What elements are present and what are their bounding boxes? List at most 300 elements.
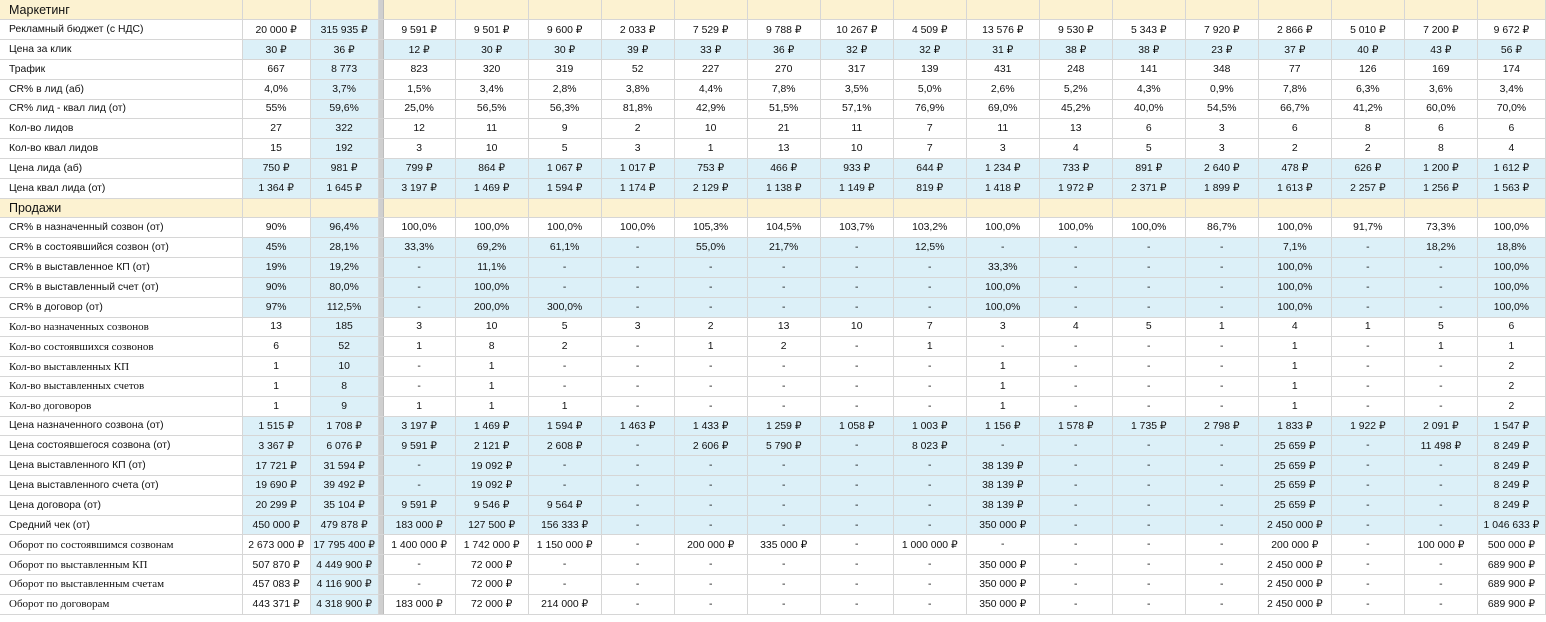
data-cell[interactable]: 2: [1477, 376, 1545, 396]
data-cell[interactable]: 72 000 ₽: [455, 555, 528, 575]
data-cell[interactable]: -: [1331, 357, 1404, 377]
data-cell[interactable]: 1: [1331, 317, 1404, 337]
section-header-cell[interactable]: [1258, 0, 1331, 20]
row-label-cell[interactable]: Цена квал лида (от): [0, 178, 242, 198]
total-cell[interactable]: 27: [242, 119, 310, 139]
data-cell[interactable]: 33 ₽: [674, 40, 747, 60]
data-cell[interactable]: -: [383, 258, 455, 278]
data-cell[interactable]: -: [1185, 456, 1258, 476]
data-cell[interactable]: 13 576 ₽: [966, 20, 1039, 40]
data-cell[interactable]: 13: [747, 317, 820, 337]
total-cell[interactable]: 90%: [242, 277, 310, 297]
data-cell[interactable]: -: [747, 297, 820, 317]
data-cell[interactable]: 2,6%: [966, 79, 1039, 99]
data-cell[interactable]: -: [1185, 515, 1258, 535]
data-cell[interactable]: -: [1039, 436, 1112, 456]
section-header-cell[interactable]: [1477, 198, 1545, 218]
data-cell[interactable]: 57,1%: [820, 99, 893, 119]
data-cell[interactable]: 61,1%: [528, 238, 601, 258]
data-cell[interactable]: -: [1185, 277, 1258, 297]
data-cell[interactable]: 5,0%: [893, 79, 966, 99]
data-cell[interactable]: 1 735 ₽: [1112, 416, 1185, 436]
data-cell[interactable]: 214 000 ₽: [528, 594, 601, 614]
row-label-cell[interactable]: Кол-во лидов: [0, 119, 242, 139]
data-cell[interactable]: 9 600 ₽: [528, 20, 601, 40]
data-cell[interactable]: 141: [1112, 59, 1185, 79]
data-cell[interactable]: 21,7%: [747, 238, 820, 258]
data-cell[interactable]: -: [601, 376, 674, 396]
data-cell[interactable]: -: [674, 515, 747, 535]
data-cell[interactable]: 200 000 ₽: [674, 535, 747, 555]
data-cell[interactable]: -: [1112, 594, 1185, 614]
data-cell[interactable]: 200 000 ₽: [1258, 535, 1331, 555]
data-cell[interactable]: 2 129 ₽: [674, 178, 747, 198]
data-cell[interactable]: 55,0%: [674, 238, 747, 258]
data-cell[interactable]: -: [601, 594, 674, 614]
data-cell[interactable]: 31 ₽: [966, 40, 1039, 60]
data-cell[interactable]: 7 529 ₽: [674, 20, 747, 40]
total-cell[interactable]: 45%: [242, 238, 310, 258]
data-cell[interactable]: -: [383, 297, 455, 317]
data-cell[interactable]: 100,0%: [383, 218, 455, 238]
data-cell[interactable]: 40,0%: [1112, 99, 1185, 119]
data-cell[interactable]: 45,2%: [1039, 99, 1112, 119]
data-cell[interactable]: 10: [820, 317, 893, 337]
data-cell[interactable]: 2 091 ₽: [1404, 416, 1477, 436]
data-cell[interactable]: 43 ₽: [1404, 40, 1477, 60]
data-cell[interactable]: -: [601, 337, 674, 357]
row-label-cell[interactable]: Цена договора (от): [0, 495, 242, 515]
data-cell[interactable]: 33,3%: [966, 258, 1039, 278]
data-cell[interactable]: -: [820, 238, 893, 258]
summary-cell[interactable]: 1 708 ₽: [310, 416, 378, 436]
data-cell[interactable]: 8 249 ₽: [1477, 456, 1545, 476]
data-cell[interactable]: 32 ₽: [893, 40, 966, 60]
data-cell[interactable]: 1 234 ₽: [966, 159, 1039, 179]
data-cell[interactable]: -: [1404, 594, 1477, 614]
data-cell[interactable]: 38 139 ₽: [966, 476, 1039, 496]
data-cell[interactable]: 1: [455, 357, 528, 377]
total-cell[interactable]: 443 371 ₽: [242, 594, 310, 614]
data-cell[interactable]: 66,7%: [1258, 99, 1331, 119]
data-cell[interactable]: -: [747, 495, 820, 515]
data-cell[interactable]: 1 067 ₽: [528, 159, 601, 179]
data-cell[interactable]: 7,1%: [1258, 238, 1331, 258]
summary-cell[interactable]: 322: [310, 119, 378, 139]
data-cell[interactable]: 11: [966, 119, 1039, 139]
summary-cell[interactable]: 185: [310, 317, 378, 337]
summary-cell[interactable]: 8 773: [310, 59, 378, 79]
data-cell[interactable]: 1: [383, 337, 455, 357]
data-cell[interactable]: 350 000 ₽: [966, 575, 1039, 595]
data-cell[interactable]: 91,7%: [1331, 218, 1404, 238]
data-cell[interactable]: -: [674, 575, 747, 595]
data-cell[interactable]: -: [1404, 476, 1477, 496]
data-cell[interactable]: 1: [383, 396, 455, 416]
data-cell[interactable]: -: [1404, 297, 1477, 317]
data-cell[interactable]: 1: [1258, 337, 1331, 357]
data-cell[interactable]: 10: [820, 139, 893, 159]
data-cell[interactable]: 56,3%: [528, 99, 601, 119]
data-cell[interactable]: 39 ₽: [601, 40, 674, 60]
data-cell[interactable]: -: [1112, 277, 1185, 297]
data-cell[interactable]: 5: [528, 139, 601, 159]
row-label-cell[interactable]: Кол-во назначенных созвонов: [0, 317, 242, 337]
data-cell[interactable]: -: [820, 396, 893, 416]
data-cell[interactable]: 25,0%: [383, 99, 455, 119]
data-cell[interactable]: -: [601, 238, 674, 258]
data-cell[interactable]: 3: [601, 317, 674, 337]
data-cell[interactable]: -: [601, 277, 674, 297]
data-cell[interactable]: 100,0%: [1258, 218, 1331, 238]
section-header-cell[interactable]: [528, 0, 601, 20]
data-cell[interactable]: 1 594 ₽: [528, 178, 601, 198]
data-cell[interactable]: -: [820, 456, 893, 476]
data-cell[interactable]: 300,0%: [528, 297, 601, 317]
total-cell[interactable]: 3 367 ₽: [242, 436, 310, 456]
data-cell[interactable]: 1 418 ₽: [966, 178, 1039, 198]
data-cell[interactable]: -: [1404, 357, 1477, 377]
summary-cell[interactable]: 19,2%: [310, 258, 378, 278]
data-cell[interactable]: 12,5%: [893, 238, 966, 258]
data-cell[interactable]: -: [528, 376, 601, 396]
section-header-cell[interactable]: [455, 0, 528, 20]
data-cell[interactable]: 1: [1258, 357, 1331, 377]
data-cell[interactable]: -: [893, 476, 966, 496]
data-cell[interactable]: -: [383, 476, 455, 496]
data-cell[interactable]: -: [966, 238, 1039, 258]
data-cell[interactable]: 23 ₽: [1185, 40, 1258, 60]
data-cell[interactable]: 8: [1404, 139, 1477, 159]
data-cell[interactable]: 18,8%: [1477, 238, 1545, 258]
data-cell[interactable]: 2 450 000 ₽: [1258, 555, 1331, 575]
data-cell[interactable]: -: [1185, 535, 1258, 555]
data-cell[interactable]: -: [1112, 456, 1185, 476]
data-cell[interactable]: 38 ₽: [1112, 40, 1185, 60]
data-cell[interactable]: 4: [1477, 139, 1545, 159]
data-cell[interactable]: 2 798 ₽: [1185, 416, 1258, 436]
data-cell[interactable]: 1 612 ₽: [1477, 159, 1545, 179]
data-cell[interactable]: 10 267 ₽: [820, 20, 893, 40]
total-cell[interactable]: 1 364 ₽: [242, 178, 310, 198]
data-cell[interactable]: -: [1039, 238, 1112, 258]
total-cell[interactable]: 17 721 ₽: [242, 456, 310, 476]
data-cell[interactable]: -: [601, 456, 674, 476]
summary-cell[interactable]: 479 878 ₽: [310, 515, 378, 535]
section-header-cell[interactable]: [1331, 0, 1404, 20]
section-header-cell[interactable]: [383, 198, 455, 218]
data-cell[interactable]: -: [528, 277, 601, 297]
data-cell[interactable]: 335 000 ₽: [747, 535, 820, 555]
data-cell[interactable]: -: [1112, 476, 1185, 496]
data-cell[interactable]: 1 469 ₽: [455, 178, 528, 198]
data-cell[interactable]: 100,0%: [1477, 277, 1545, 297]
data-cell[interactable]: -: [966, 535, 1039, 555]
data-cell[interactable]: 1: [966, 396, 1039, 416]
total-cell[interactable]: 4,0%: [242, 79, 310, 99]
data-cell[interactable]: -: [1039, 555, 1112, 575]
section-header-cell[interactable]: [528, 198, 601, 218]
data-cell[interactable]: 1 256 ₽: [1404, 178, 1477, 198]
data-cell[interactable]: 3: [601, 139, 674, 159]
data-cell[interactable]: -: [674, 376, 747, 396]
data-cell[interactable]: -: [601, 396, 674, 416]
data-cell[interactable]: 3: [966, 317, 1039, 337]
summary-cell[interactable]: 8: [310, 376, 378, 396]
data-cell[interactable]: -: [1112, 238, 1185, 258]
data-cell[interactable]: -: [1331, 436, 1404, 456]
data-cell[interactable]: -: [674, 594, 747, 614]
section-header-cell[interactable]: [1404, 0, 1477, 20]
summary-cell[interactable]: 192: [310, 139, 378, 159]
data-cell[interactable]: 104,5%: [747, 218, 820, 238]
data-cell[interactable]: 103,2%: [893, 218, 966, 238]
data-cell[interactable]: 1 150 000 ₽: [528, 535, 601, 555]
data-cell[interactable]: 21: [747, 119, 820, 139]
data-cell[interactable]: -: [1112, 337, 1185, 357]
data-cell[interactable]: 100,0%: [1258, 297, 1331, 317]
total-cell[interactable]: 2 673 000 ₽: [242, 535, 310, 555]
section-header-cell[interactable]: [820, 0, 893, 20]
data-cell[interactable]: 320: [455, 59, 528, 79]
data-cell[interactable]: -: [1185, 238, 1258, 258]
data-cell[interactable]: 5: [1112, 317, 1185, 337]
row-label-cell[interactable]: Оборот по выставленным КП: [0, 555, 242, 575]
section-header-cell[interactable]: [1112, 198, 1185, 218]
section-header-cell[interactable]: [1112, 0, 1185, 20]
data-cell[interactable]: -: [1112, 297, 1185, 317]
data-cell[interactable]: 1 899 ₽: [1185, 178, 1258, 198]
data-cell[interactable]: 1: [966, 376, 1039, 396]
data-cell[interactable]: 100,0%: [966, 218, 1039, 238]
data-cell[interactable]: 86,7%: [1185, 218, 1258, 238]
data-cell[interactable]: -: [1404, 396, 1477, 416]
data-cell[interactable]: 1 922 ₽: [1331, 416, 1404, 436]
data-cell[interactable]: 2 450 000 ₽: [1258, 575, 1331, 595]
data-cell[interactable]: 348: [1185, 59, 1258, 79]
data-cell[interactable]: 105,3%: [674, 218, 747, 238]
data-cell[interactable]: 100,0%: [528, 218, 601, 238]
data-cell[interactable]: -: [1185, 436, 1258, 456]
data-cell[interactable]: 1 200 ₽: [1404, 159, 1477, 179]
data-cell[interactable]: -: [528, 456, 601, 476]
data-cell[interactable]: 100,0%: [966, 297, 1039, 317]
data-cell[interactable]: -: [1331, 575, 1404, 595]
data-cell[interactable]: -: [1039, 396, 1112, 416]
data-cell[interactable]: 100,0%: [1477, 258, 1545, 278]
data-cell[interactable]: 2 450 000 ₽: [1258, 594, 1331, 614]
data-cell[interactable]: -: [1112, 436, 1185, 456]
data-cell[interactable]: -: [893, 376, 966, 396]
data-cell[interactable]: 933 ₽: [820, 159, 893, 179]
data-cell[interactable]: 3: [1185, 119, 1258, 139]
data-cell[interactable]: -: [601, 535, 674, 555]
data-cell[interactable]: 100,0%: [1258, 277, 1331, 297]
summary-cell[interactable]: 6 076 ₽: [310, 436, 378, 456]
data-cell[interactable]: 6: [1258, 119, 1331, 139]
data-cell[interactable]: -: [1039, 357, 1112, 377]
data-cell[interactable]: 1: [674, 337, 747, 357]
data-cell[interactable]: 1 578 ₽: [1039, 416, 1112, 436]
data-cell[interactable]: -: [893, 297, 966, 317]
data-cell[interactable]: 1: [455, 396, 528, 416]
section-title[interactable]: Маркетинг: [0, 0, 242, 20]
summary-cell[interactable]: 4 449 900 ₽: [310, 555, 378, 575]
data-cell[interactable]: -: [528, 357, 601, 377]
data-cell[interactable]: -: [820, 258, 893, 278]
data-cell[interactable]: 733 ₽: [1039, 159, 1112, 179]
data-cell[interactable]: 60,0%: [1404, 99, 1477, 119]
total-cell[interactable]: 30 ₽: [242, 40, 310, 60]
data-cell[interactable]: -: [601, 436, 674, 456]
row-label-cell[interactable]: Оборот по договорам: [0, 594, 242, 614]
data-cell[interactable]: 1: [893, 337, 966, 357]
data-cell[interactable]: 30 ₽: [528, 40, 601, 60]
data-cell[interactable]: 689 900 ₽: [1477, 575, 1545, 595]
data-cell[interactable]: 183 000 ₽: [383, 594, 455, 614]
data-cell[interactable]: 103,7%: [820, 218, 893, 238]
summary-cell[interactable]: 35 104 ₽: [310, 495, 378, 515]
data-cell[interactable]: 139: [893, 59, 966, 79]
data-cell[interactable]: 7: [893, 317, 966, 337]
section-header-cell[interactable]: [242, 198, 310, 218]
data-cell[interactable]: 25 659 ₽: [1258, 476, 1331, 496]
row-label-cell[interactable]: Цена состоявшегося созвона (от): [0, 436, 242, 456]
data-cell[interactable]: 1 563 ₽: [1477, 178, 1545, 198]
data-cell[interactable]: -: [747, 594, 820, 614]
data-cell[interactable]: -: [820, 436, 893, 456]
data-cell[interactable]: 10: [455, 139, 528, 159]
data-cell[interactable]: 156 333 ₽: [528, 515, 601, 535]
total-cell[interactable]: 457 083 ₽: [242, 575, 310, 595]
data-cell[interactable]: -: [893, 555, 966, 575]
data-cell[interactable]: -: [601, 495, 674, 515]
data-cell[interactable]: -: [1039, 575, 1112, 595]
data-cell[interactable]: -: [1185, 396, 1258, 416]
section-header-cell[interactable]: [1331, 198, 1404, 218]
data-cell[interactable]: -: [383, 357, 455, 377]
data-cell[interactable]: 9: [528, 119, 601, 139]
data-cell[interactable]: 6: [1477, 119, 1545, 139]
data-cell[interactable]: 6,3%: [1331, 79, 1404, 99]
data-cell[interactable]: 1 469 ₽: [455, 416, 528, 436]
summary-cell[interactable]: 10: [310, 357, 378, 377]
section-header-cell[interactable]: [674, 0, 747, 20]
row-label-cell[interactable]: CR% в назначенный созвон (от): [0, 218, 242, 238]
data-cell[interactable]: -: [1185, 555, 1258, 575]
summary-cell[interactable]: 981 ₽: [310, 159, 378, 179]
data-cell[interactable]: -: [1185, 495, 1258, 515]
data-cell[interactable]: -: [1039, 515, 1112, 535]
data-cell[interactable]: -: [1404, 515, 1477, 535]
data-cell[interactable]: -: [1185, 337, 1258, 357]
data-cell[interactable]: 350 000 ₽: [966, 555, 1039, 575]
data-cell[interactable]: -: [1404, 495, 1477, 515]
data-cell[interactable]: -: [1185, 476, 1258, 496]
total-cell[interactable]: 6: [242, 337, 310, 357]
data-cell[interactable]: 41,2%: [1331, 99, 1404, 119]
data-cell[interactable]: 5,2%: [1039, 79, 1112, 99]
data-cell[interactable]: 319: [528, 59, 601, 79]
data-cell[interactable]: 1 463 ₽: [601, 416, 674, 436]
data-cell[interactable]: -: [1112, 357, 1185, 377]
data-cell[interactable]: 1 547 ₽: [1477, 416, 1545, 436]
data-cell[interactable]: 9 564 ₽: [528, 495, 601, 515]
summary-cell[interactable]: 112,5%: [310, 297, 378, 317]
data-cell[interactable]: -: [601, 258, 674, 278]
data-cell[interactable]: -: [893, 515, 966, 535]
data-cell[interactable]: 1: [966, 357, 1039, 377]
data-cell[interactable]: 51,5%: [747, 99, 820, 119]
data-cell[interactable]: -: [1404, 258, 1477, 278]
row-label-cell[interactable]: Цена выставленного счета (от): [0, 476, 242, 496]
total-cell[interactable]: 20 299 ₽: [242, 495, 310, 515]
summary-cell[interactable]: 80,0%: [310, 277, 378, 297]
data-cell[interactable]: 2 257 ₽: [1331, 178, 1404, 198]
data-cell[interactable]: -: [528, 575, 601, 595]
data-cell[interactable]: 25 659 ₽: [1258, 495, 1331, 515]
data-cell[interactable]: -: [1112, 555, 1185, 575]
data-cell[interactable]: -: [893, 575, 966, 595]
summary-cell[interactable]: 17 795 400 ₽: [310, 535, 378, 555]
data-cell[interactable]: 100,0%: [1477, 297, 1545, 317]
total-cell[interactable]: 450 000 ₽: [242, 515, 310, 535]
data-cell[interactable]: -: [747, 396, 820, 416]
data-cell[interactable]: 100,0%: [1112, 218, 1185, 238]
data-cell[interactable]: 2: [1477, 396, 1545, 416]
data-cell[interactable]: -: [674, 258, 747, 278]
data-cell[interactable]: 3,8%: [601, 79, 674, 99]
data-cell[interactable]: 9 591 ₽: [383, 436, 455, 456]
data-cell[interactable]: 1: [1404, 337, 1477, 357]
row-label-cell[interactable]: Цена за клик: [0, 40, 242, 60]
data-cell[interactable]: 1 000 000 ₽: [893, 535, 966, 555]
data-cell[interactable]: -: [747, 476, 820, 496]
data-cell[interactable]: 478 ₽: [1258, 159, 1331, 179]
section-header-cell[interactable]: [455, 198, 528, 218]
data-cell[interactable]: -: [893, 277, 966, 297]
data-cell[interactable]: -: [1039, 535, 1112, 555]
data-cell[interactable]: 644 ₽: [893, 159, 966, 179]
data-cell[interactable]: -: [1331, 495, 1404, 515]
data-cell[interactable]: -: [747, 515, 820, 535]
section-header-cell[interactable]: [310, 0, 378, 20]
data-cell[interactable]: 126: [1331, 59, 1404, 79]
data-cell[interactable]: -: [820, 535, 893, 555]
row-label-cell[interactable]: CR% в выставленный счет (от): [0, 277, 242, 297]
data-cell[interactable]: 10: [674, 119, 747, 139]
data-cell[interactable]: 2: [601, 119, 674, 139]
total-cell[interactable]: 90%: [242, 218, 310, 238]
data-cell[interactable]: 5 790 ₽: [747, 436, 820, 456]
data-cell[interactable]: -: [1112, 376, 1185, 396]
data-cell[interactable]: -: [1039, 594, 1112, 614]
data-cell[interactable]: -: [674, 495, 747, 515]
data-cell[interactable]: 18,2%: [1404, 238, 1477, 258]
data-cell[interactable]: -: [528, 555, 601, 575]
data-cell[interactable]: -: [383, 575, 455, 595]
data-cell[interactable]: 2: [747, 337, 820, 357]
data-cell[interactable]: 1: [1258, 396, 1331, 416]
data-cell[interactable]: -: [601, 297, 674, 317]
data-cell[interactable]: 8 023 ₽: [893, 436, 966, 456]
data-cell[interactable]: -: [1112, 495, 1185, 515]
summary-cell[interactable]: 28,1%: [310, 238, 378, 258]
summary-cell[interactable]: 9: [310, 396, 378, 416]
data-cell[interactable]: -: [966, 436, 1039, 456]
data-cell[interactable]: 5 343 ₽: [1112, 20, 1185, 40]
row-label-cell[interactable]: Цена назначенного созвона (от): [0, 416, 242, 436]
